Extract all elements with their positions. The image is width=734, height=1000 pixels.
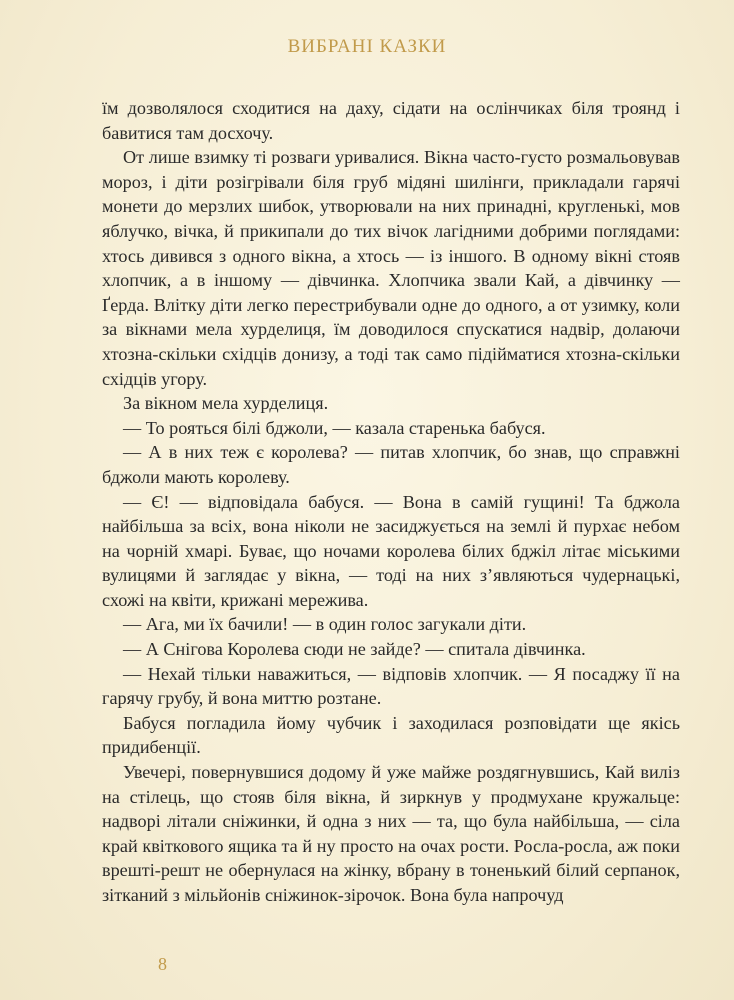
running-head: ВИБРАНІ КАЗКИ bbox=[287, 36, 447, 57]
paragraph: Бабуся погладила йому чубчик і заходилася розповідати ще якісь придибенції. bbox=[102, 712, 680, 758]
dialogue-line: — Є! — відповідала бабуся. — Вона в самій гущині! Та бджола найбільша за всіх, вона ніколи не засиджується на землі й пурхає небом на чорній хмарі. Буває, що ночами королева білих бджіл літає міськими вулицями й заглядає у вікна, — тоді на них з’являються чудернацькі, схожі на квіти, крижані мережива. bbox=[102, 491, 680, 610]
paragraph: От лише взимку ті розваги уривалися. Вікна часто-густо розмальовував мороз, і діти розігрівали біля груб мідяні шилінги, прикладали гарячі монети до мерзлих шибок, утворювали на них принадні, кругленькі, мов яблучко, вічка, й прикипали до тих вічок лагідними добрими поглядами: хтось дивився з одного вікна, а хтось — із іншого. В одному вікні стояв хлопчик, а в іншому — дівчинка. Хлопчика звали Кай, а дівчинку — Ґерда. Влітку діти легко перестрибували одне до одного, а от узимку, коли за вікнами мела хурделиця, їм доводилося спускатися надвір, долаючи хтозна-скільки східців донизу, а тоді так само підійматися хтозна-скільки східців угору. bbox=[102, 147, 680, 389]
dialogue-line: — А в них теж є королева? — питав хлопчик, бо знав, що справжні бджоли мають королеву. bbox=[102, 442, 680, 487]
paragraph: Увечері, повернувшися додому й уже майже роздягнувшись, Кай виліз на стілець, що стояв біля вікна, й зиркнув у продмухане кружальце: надворі літали сніжинки, й одна з них — та, що була найбільша, — сіла край квіткового ящика та й ну просто на очах рости. Росла-росла, аж поки врешті-решт не обернулася на жінку, вбрану в тоненький білий серпанок, зітканий з мільйонів сніжинок-зірочок. Вона була напрочуд bbox=[102, 762, 680, 905]
dialogue-line: — А Снігова Королева сюди не зайде? — спитала дівчинка. bbox=[123, 639, 586, 660]
dialogue-line: — Нехай тільки наважиться, — відповів хлопчик. — Я посаджу її на гарячу грубу, й вона миттю розтане. bbox=[102, 663, 680, 709]
page-number: 8 bbox=[158, 954, 167, 974]
paragraph: За вікном мела хурделиця. bbox=[123, 393, 329, 414]
dialogue-line: — Ага, ми їх бачили! — в один голос загукали діти. bbox=[123, 614, 527, 635]
dialogue-line: — То рояться білі бджоли, — казала старенька бабуся. bbox=[123, 417, 546, 438]
body-text bbox=[102, 96, 680, 908]
paragraph: їм дозволялося сходитися на даху, сідати на ослінчиках біля троянд і бавитися там досхочу. bbox=[102, 98, 680, 143]
